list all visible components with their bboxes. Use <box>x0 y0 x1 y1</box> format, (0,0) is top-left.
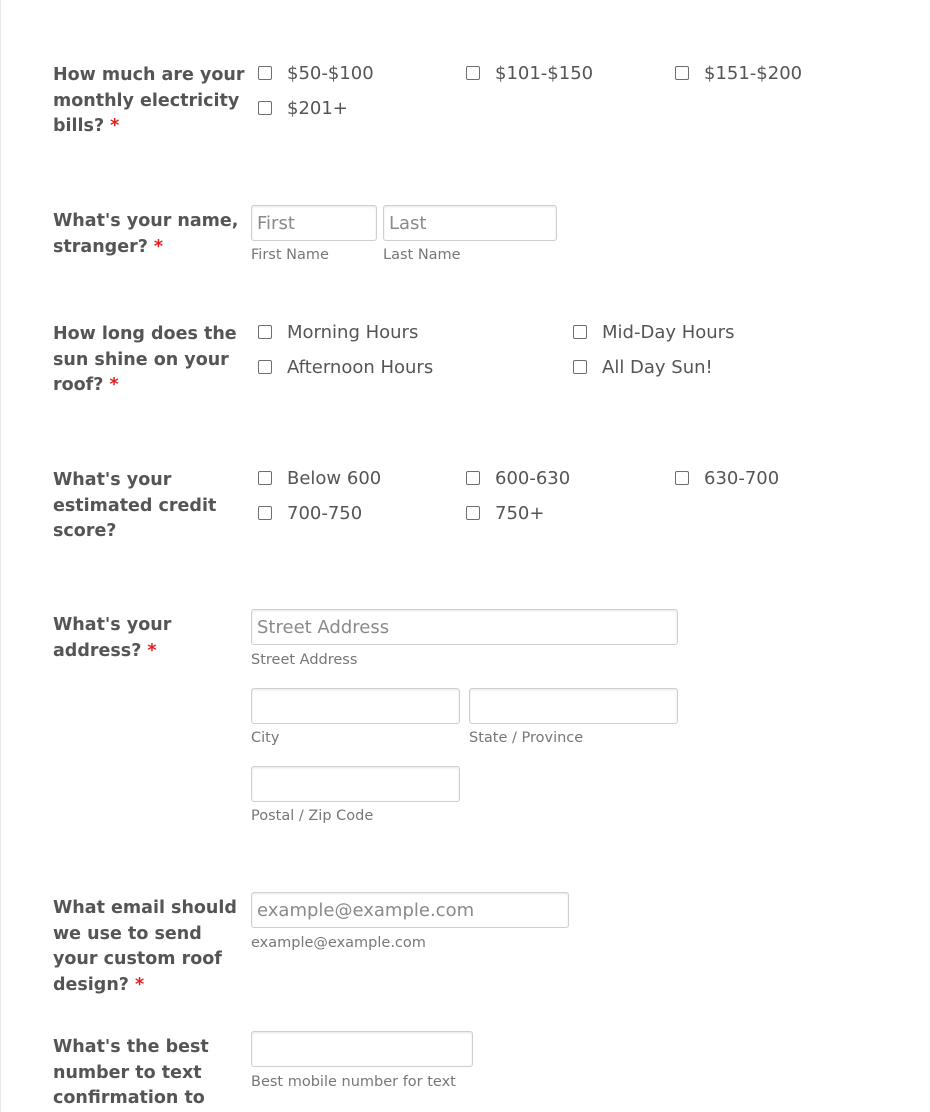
checkbox[interactable] <box>258 471 272 485</box>
state-province-input[interactable] <box>469 688 678 724</box>
question-text: What's your name, stranger? <box>53 211 239 257</box>
option-201-plus[interactable] <box>258 94 348 122</box>
checkbox[interactable] <box>466 66 480 80</box>
city-input[interactable] <box>251 688 460 724</box>
option-afternoon-hours[interactable] <box>258 353 433 381</box>
state-province-sublabel: State / Province <box>469 730 584 746</box>
option-label: All Day Sun! <box>602 356 713 378</box>
checkbox[interactable] <box>258 506 272 520</box>
last-name-sublabel: Last Name <box>383 247 461 263</box>
email-input[interactable] <box>251 892 569 928</box>
question-email-label <box>53 896 245 998</box>
question-text: What's your estimated credit score? <box>53 470 217 541</box>
question-electricity-label <box>53 63 245 140</box>
question-address-label <box>53 613 245 664</box>
postal-zip-input[interactable] <box>251 766 460 802</box>
question-name-label <box>53 209 245 260</box>
option-label: $101-$150 <box>495 62 594 84</box>
question-text: How much are your monthly electricity bills? <box>53 65 245 136</box>
street-address-input[interactable] <box>251 609 678 645</box>
option-151-200[interactable] <box>675 59 802 87</box>
option-label: 600-630 <box>495 467 571 489</box>
option-label: Mid-Day Hours <box>602 321 735 343</box>
city-sublabel: City <box>251 730 280 746</box>
phone-sublabel: Best mobile number for text <box>251 1074 456 1090</box>
option-mid-day-hours[interactable] <box>573 318 734 346</box>
checkbox[interactable] <box>573 360 587 374</box>
checkbox[interactable] <box>258 325 272 339</box>
left-border <box>0 0 1 1112</box>
option-750-plus[interactable] <box>466 499 544 527</box>
required-marker: * <box>110 116 120 136</box>
checkbox[interactable] <box>573 325 587 339</box>
first-name-input[interactable] <box>251 205 377 241</box>
question-credit-label <box>53 468 245 545</box>
question-text: What's your address? <box>53 615 172 661</box>
street-address-sublabel: Street Address <box>251 652 358 668</box>
last-name-input[interactable] <box>383 205 557 241</box>
question-text: What email should we use to send your custom roof design? <box>53 898 237 995</box>
checkbox[interactable] <box>466 471 480 485</box>
option-label: Below 600 <box>287 467 382 489</box>
question-text: What's the best number to text confirmation to <box>53 1037 209 1108</box>
option-below-600[interactable] <box>258 464 381 492</box>
email-sublabel: example@example.com <box>251 935 426 951</box>
option-all-day-sun[interactable] <box>573 353 713 381</box>
first-name-sublabel: First Name <box>251 247 329 263</box>
checkbox[interactable] <box>258 101 272 115</box>
required-marker: * <box>153 236 164 257</box>
checkbox[interactable] <box>258 66 272 80</box>
option-morning-hours[interactable] <box>258 318 418 346</box>
required-marker: * <box>134 974 145 995</box>
question-text: How long does the sun shine on your roof? <box>53 324 237 395</box>
question-sun-label <box>53 322 245 399</box>
checkbox[interactable] <box>675 471 689 485</box>
checkbox[interactable] <box>466 506 480 520</box>
phone-input[interactable] <box>251 1031 473 1067</box>
option-label: 750+ <box>495 502 545 524</box>
option-50-100[interactable] <box>258 59 374 87</box>
option-label: 700-750 <box>287 502 363 524</box>
checkbox[interactable] <box>675 66 689 80</box>
required-marker: * <box>147 640 157 661</box>
option-630-700[interactable] <box>675 464 779 492</box>
option-label: $50-$100 <box>287 62 374 84</box>
option-700-750[interactable] <box>258 499 362 527</box>
postal-zip-sublabel: Postal / Zip Code <box>251 808 374 824</box>
required-marker: * <box>109 375 119 395</box>
question-phone-label <box>53 1035 245 1112</box>
option-label: $151-$200 <box>704 62 803 84</box>
checkbox[interactable] <box>258 360 272 374</box>
option-600-630[interactable] <box>466 464 570 492</box>
option-label: Morning Hours <box>287 321 419 343</box>
option-label: 630-700 <box>704 467 780 489</box>
option-label: $201+ <box>287 97 348 119</box>
option-label: Afternoon Hours <box>287 356 434 378</box>
option-101-150[interactable] <box>466 59 593 87</box>
